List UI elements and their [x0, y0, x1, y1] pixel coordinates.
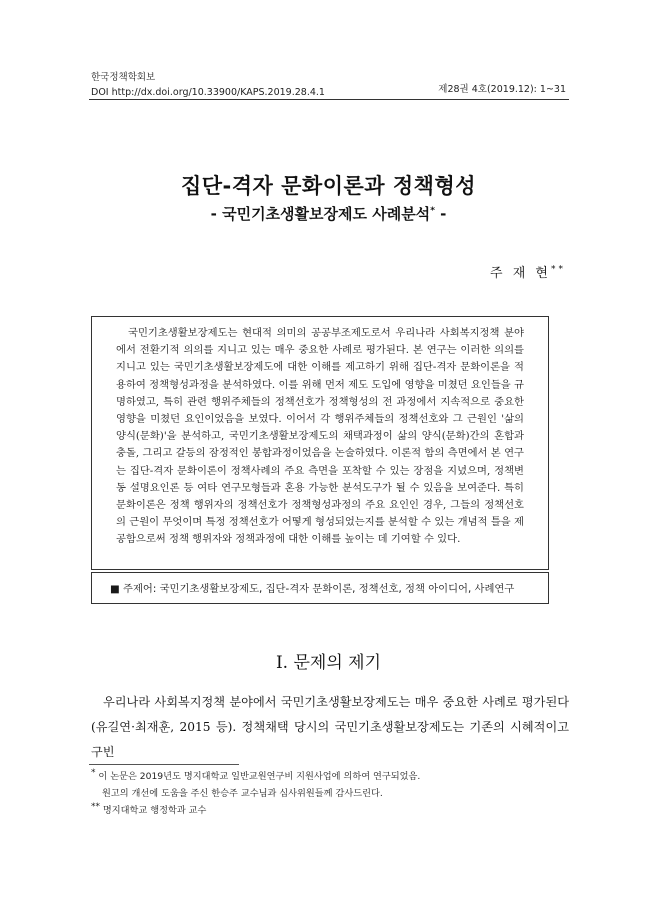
footnote-2-text: 명지대학교 행정학과 교수 [100, 805, 207, 816]
footnotes [91, 768, 420, 819]
footnote-1-continued: 원고의 개선에 도움을 주신 한승주 교수님과 심사위원들께 감사드린다. [102, 788, 383, 799]
author-footnote-mark: ** [551, 264, 566, 275]
paper-subtitle [0, 203, 657, 224]
journal-name: 한국정책학회보 [91, 72, 156, 83]
issue-info: 제28권 4호(2019.12): 1~31 [438, 84, 566, 95]
footnote-2-mark: ** [91, 801, 100, 812]
subtitle-footnote-mark: * [430, 206, 435, 216]
author [490, 262, 566, 281]
footnote-rule [89, 764, 239, 765]
footnote-2 [91, 802, 420, 819]
subtitle-end: - [434, 205, 447, 223]
abstract-box [91, 316, 549, 570]
author-name: 주 재 현 [490, 266, 551, 281]
footnote-1 [91, 768, 420, 785]
footnote-1-text: 이 논문은 2019년도 명지대학교 일반교원연구비 지원사업에 의하여 연구되었음. [95, 771, 421, 782]
keywords-box [91, 572, 549, 604]
footnote-1-mark: * [91, 767, 96, 778]
body-paragraph: 우리나라 사회복지정책 분야에서 국민기초생활보장제도는 매우 중요한 사례로 평가된다(유길연·최재훈, 2015 등). 정책채택 당시의 국민기초생활보장제도는 기존의 시혜적이고 구빈 [91, 695, 569, 759]
section-heading: Ⅰ. 문제의 제기 [275, 653, 382, 673]
keywords-text: ■ 주제어: 국민기초생활보장제도, 집단-격자 문화이론, 정책선호, 정책 아이디어, 사례연구 [110, 583, 515, 595]
abstract-text: 국민기초생활보장제도는 현대적 의미의 공공부조제도로서 우리나라 사회복지정책 분야에서 전환기적 의의를 지니고 있는 매우 중요한 사례로 평가된다. 본 연구는 이러한 의의를 지니고 있는 국민기초생활보장제도에 대한 이해를 제고하기 위해 집단-격자 문화이론을 적용하여 정책형성과정을 분석하였다. 이를 위해 먼저 제도 도입에 영향을 미쳤던 요인들을 규명하였고, 특히 관련 행위주체들의 정책선호가 정책형성의 전 과정에서 지속적으로 중요한 영향을 미쳤던 요인이었음을 보였다. 이어서 각 행위주체들의 정책선호와 그 근원인 '삶의 양식(문화)'을 분석하고, 국민기초생활보장제도의 채택과정이 삶의 양식(문화)간의 혼합과 충돌, 그리고 갈등의 잠정적인 봉합과정이었음을 논술하였다. 이론적 함의 측면에서 본 연구는 집단-격자 문화이론이 정책사례의 주요 측면을 포착할 수 있는 장점을 지녔으며, 정책변동 설명요인론 등 여타 연구모형들과 혼용 가능한 분석도구가 될 수 있음을 보여준다. 특히 문화이론은 정책 행위자의 정책선호가 정책형성과정의 주요 요인인 경우, 그들의 정책선호의 근원이 무엇이며 특정 정책선호가 어떻게 형성되었는지를 분석할 수 있는 개념적 틀을 제공함으로써 정책 행위자와 정책과정에 대한 이해를 높이는 데 기여할 수 있다. [116, 327, 524, 546]
paper-title: 집단-격자 문화이론과 정책형성 [180, 174, 477, 198]
subtitle-text: - 국민기초생활보장제도 사례분석 [210, 205, 431, 223]
doi-link[interactable]: DOI http://dx.doi.org/10.33900/KAPS.2019.28.4.1 [91, 87, 325, 98]
running-header-left [91, 70, 325, 100]
header-rule [89, 99, 569, 100]
